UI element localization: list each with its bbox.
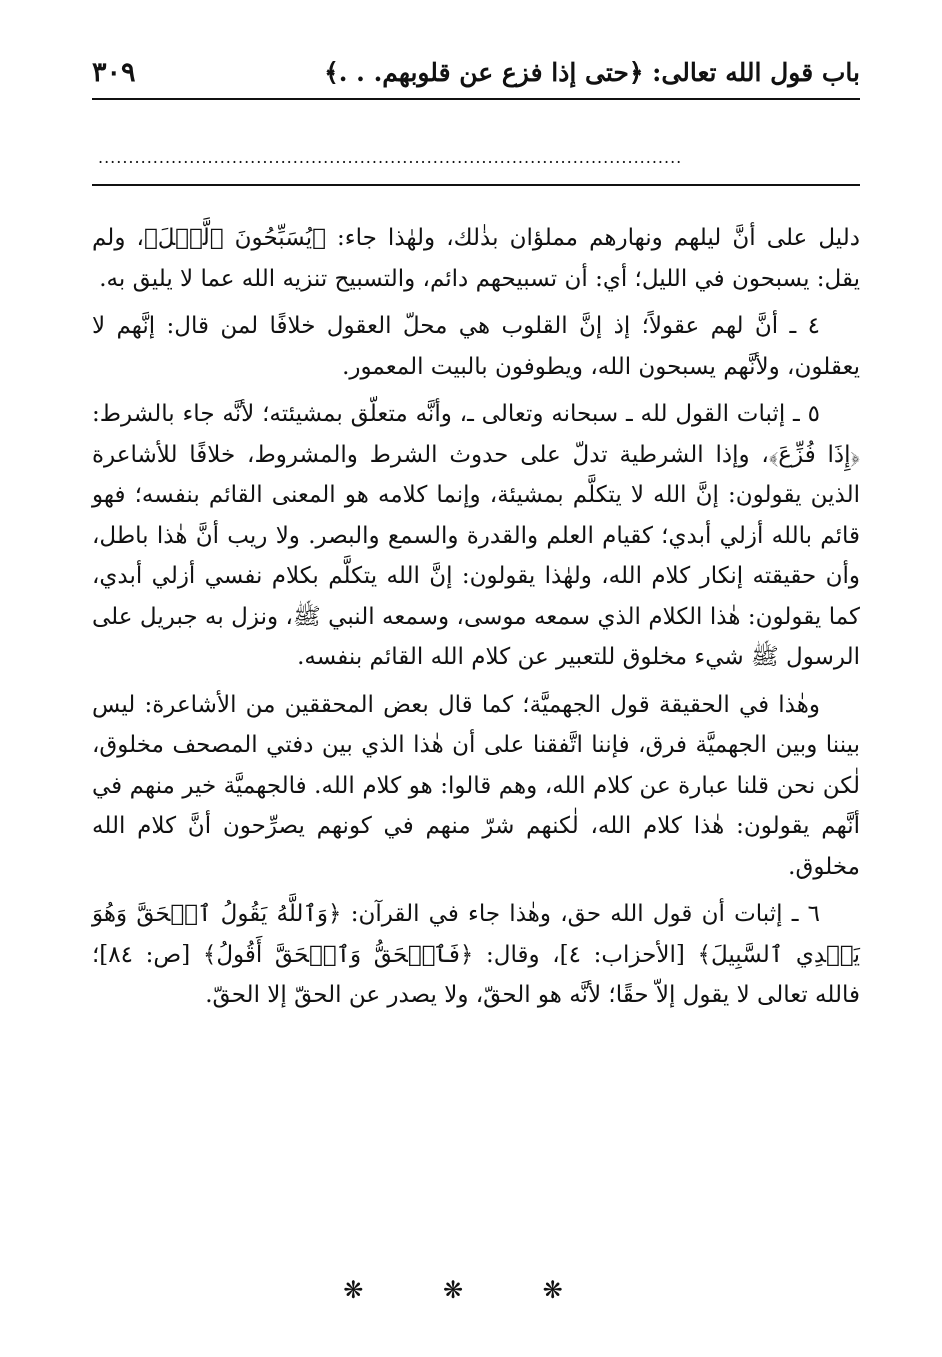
paragraph-continuation: دليل على أنَّ ليلهم ونهارهم مملؤان بذٰلك، ولهٰذا جاء: ﴿يُسَبِّحُونَ ٱلَّيۡلَ﴾، ولم يقل: يسبحون في الليل؛ أي: أن تسبيحهم دائم، والتسبيح تنزيه الله عما لا يليق به. (92, 225, 860, 292)
paragraph-point-6: ٦ ـ إثبات أن قول الله حق، وهٰذا جاء في القرآن: ﴿وَٱللَّهُ يَقُولُ ٱلۡحَقَّ وَهُوَ يَهۡدِي ٱلسَّبِيلَ﴾ [الأحزاب: ٤]، وقال: ﴿فَٱلۡحَقُّ وَٱلۡحَقَّ أَقُولُ﴾ [ص: ٨٤]؛ فالله تعالى لا يقول إلاّ حقًا؛ لأنَّه هو الحقّ، ولا يصدر عن الحقّ إلا الحقّ. (92, 901, 860, 1008)
paragraph-point-5: ٥ ـ إثبات القول لله ـ سبحانه وتعالى ـ، وأنَّه متعلّق بمشيئته؛ لأنَّه جاء بالشرط: ﴿إِذَا فُزِّعَ﴾، وإذا الشرطية تدلّ على حدوث الشرط والمشروط، خلافًا للأشاعرة الذين يقولون: إنَّ الله لا يتكلَّم بمشيئة، وإنما كلامه هو المعنى القائم بنفسه؛ فهو قائم بالله أزلي أبدي؛ كقيام العلم والقدرة والسمع والبصر. ولا ريب أنَّ هٰذا باطل، وأن حقيقته إنكار كلام الله، ولهٰذا يقولون: إنَّ الله يتكلَّم بكلام نفسي أزلي أبدي، كما يقولون: هٰذا الكلام الذي سمعه موسى، وسمعه النبي ﷺ، ونزل به جبريل على الرسول ﷺ شيء مخلوق للتعبير عن كلام الله القائم بنفسه. (92, 401, 860, 670)
body-text (92, 218, 860, 1023)
section-rule (92, 184, 860, 186)
header-rule (92, 98, 860, 100)
page-number: ٣٠٩ (92, 56, 136, 88)
paragraph-jahmiyya: وهٰذا في الحقيقة قول الجهميَّة؛ كما قال بعض المحققين من الأشاعرة: ليس بيننا وبين الجهميَّة فرق، فإننا اتَّفقنا على أن هٰذا الذي بين دفتي المصحف مخلوق، لٰكن نحن قلنا عبارة عن كلام الله، وهم قالوا: هو كلام الله. فالجهميَّة خير منهم في أنَّهم يقولون: هٰذا كلام الله، لٰكنهم شرّ منهم في كونهم يصرِّحون أنَّ كلام الله مخلوق. (92, 691, 860, 880)
running-title: باب قول الله تعالى: ﴿حتى إذا فزع عن قلوبهم. . .﴾ (324, 57, 860, 87)
end-ornament: ❋ ❋ ❋ (343, 1276, 599, 1304)
dotted-separator: ................................................................................................ (98, 148, 683, 167)
page-header (92, 52, 860, 92)
paragraph-point-4: ٤ ـ أنَّ لهم عقولاً؛ إذ إنَّ القلوب هي محلّ العقول خلافًا لمن قال: إنَّهم لا يعقلون، ولأنَّهم يسبحون الله، ويطوفون بالبيت المعمور. (92, 313, 860, 380)
